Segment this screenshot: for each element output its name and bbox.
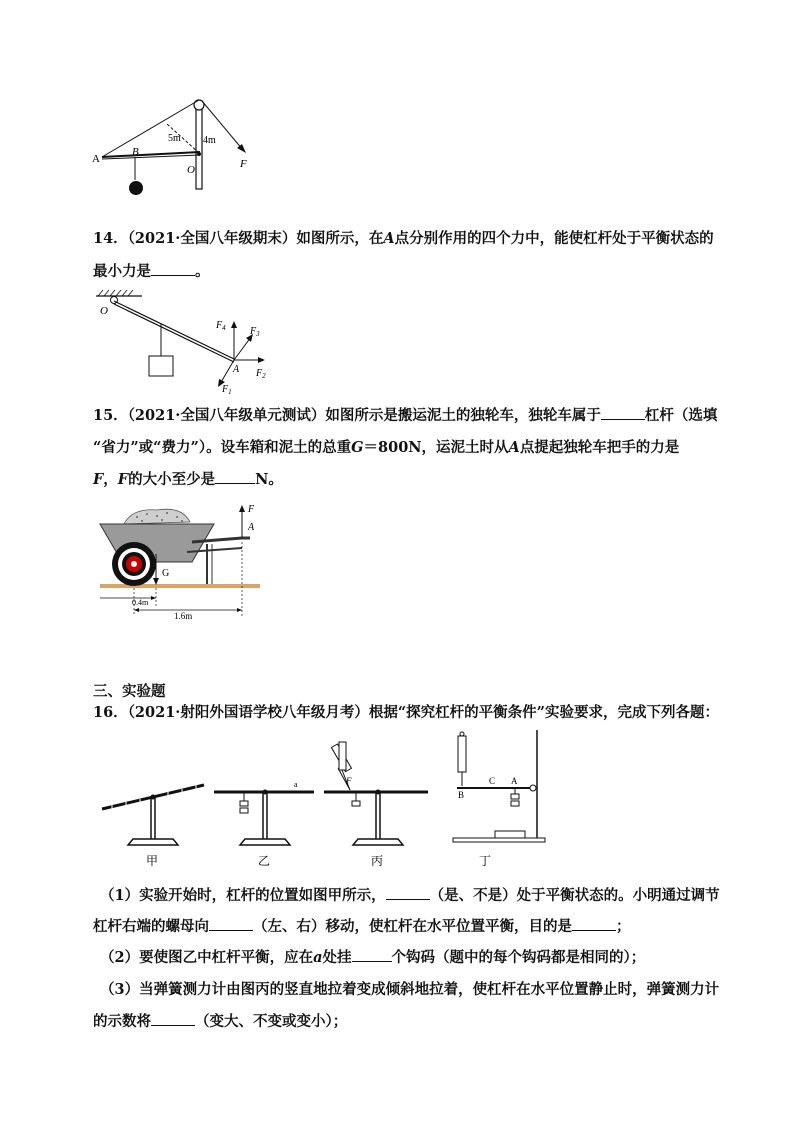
answer-blank[interactable]: [601, 419, 645, 420]
q15-line3: F，F的大小至少是 N。: [93, 471, 283, 488]
label-A: A: [233, 364, 240, 375]
answer-blank[interactable]: [352, 961, 392, 962]
force-arrow: [237, 144, 246, 153]
label-F: F: [240, 158, 247, 170]
ground: [100, 584, 260, 588]
answer-blank[interactable]: [386, 899, 430, 900]
label-0.4m: 0.4m: [132, 598, 149, 607]
hook-weight: [240, 801, 248, 806]
label-B: B: [132, 146, 139, 158]
label-A: A: [511, 776, 518, 786]
rope: [102, 100, 199, 157]
label-O: O: [100, 305, 108, 317]
label-A: A: [248, 522, 255, 533]
answer-blank[interactable]: [151, 1025, 195, 1026]
q15-figure: [92, 502, 267, 624]
label-a: a: [294, 780, 298, 789]
vertical-pole: [196, 107, 202, 189]
answer-blank[interactable]: [209, 930, 253, 931]
label-5m: 5m: [168, 133, 181, 144]
hanging-ball: [129, 181, 143, 195]
label-B: B: [458, 790, 465, 800]
section-title: 三、实验题: [93, 683, 166, 700]
label-F4: $F_4$: [216, 320, 226, 332]
q16-figure-bing: [320, 740, 435, 870]
label-A: A: [92, 153, 100, 165]
label-F: F: [248, 504, 255, 515]
label-yi: 乙: [258, 854, 271, 868]
q16-intro: 16．（2021·射阳外国语学校八年级月考）根据“探究杠杆的平衡条件”实验要求，完成下列各题：: [93, 704, 720, 721]
q14-line2: 最小力是 。: [93, 263, 210, 280]
q16-p2: （2）要使图乙中杠杆平衡，应在a处挂 个钩码（题中的每个钩码都是相同的）；: [100, 949, 646, 966]
label-F2: $F_2$: [256, 368, 266, 380]
label-4m: 4m: [203, 135, 216, 146]
hanging-block: [149, 356, 173, 376]
label-jia: 甲: [146, 854, 159, 868]
q13-figure: [90, 95, 270, 205]
q16-p1-line1: （1）实验开始时，杠杆的位置如图甲所示， （是、不是）处于平衡状态的。小明通过调节: [100, 887, 720, 904]
q16-p3-line1: （3）当弹簧测力计由图丙的竖直地拉着变成倾斜地拉着，使杠杆在水平位置静止时，弹簧测力计: [100, 981, 720, 998]
q15-line1: 15．（2021·全国八年级单元测试）如图所示是搬运泥土的独轮车，独轮车属于 杠杆（选填: [93, 407, 718, 424]
q14-source: （2021·全国八年级期末）: [127, 230, 297, 247]
label-F1: $F_1$: [222, 384, 232, 394]
label-1.6m: 1.6m: [174, 611, 193, 621]
answer-blank[interactable]: [151, 275, 195, 276]
q16-figure-yi: [210, 765, 320, 870]
q14-number: 14．: [93, 230, 128, 247]
label-F3: $F_3$: [250, 326, 260, 338]
label-C: C: [489, 776, 496, 786]
label-ding: 丁: [479, 854, 492, 868]
q14-line1: 14．（2021·全国八年级期末）如图所示，在A点分别作用的四个力中，能使杠杆处于平衡状态的: [93, 230, 714, 247]
lever-bar: [102, 152, 200, 157]
q16-figure-ding: [445, 728, 555, 870]
q16-p3-line2: 的示数将 （变大、不变或变小）；: [93, 1013, 348, 1030]
label-bing: 丙: [371, 854, 384, 868]
answer-blank[interactable]: [215, 483, 255, 484]
label-O: O: [187, 164, 195, 176]
label-F: F: [346, 776, 352, 786]
q15-line2: “省力”或“费力”）。设车箱和泥土的总重G＝800N，运泥土时从A点提起独轮车把手的力是: [93, 439, 680, 456]
answer-blank[interactable]: [572, 930, 616, 931]
spring-scale: [458, 736, 466, 772]
q16-p1-line2: 杠杆右端的螺母向 （左、右）移动，使杠杆在水平位置平衡，目的是 ；: [93, 918, 631, 935]
q16-figure-jia: [98, 765, 210, 870]
q14-figure: [94, 284, 284, 394]
label-G: G: [162, 568, 170, 579]
